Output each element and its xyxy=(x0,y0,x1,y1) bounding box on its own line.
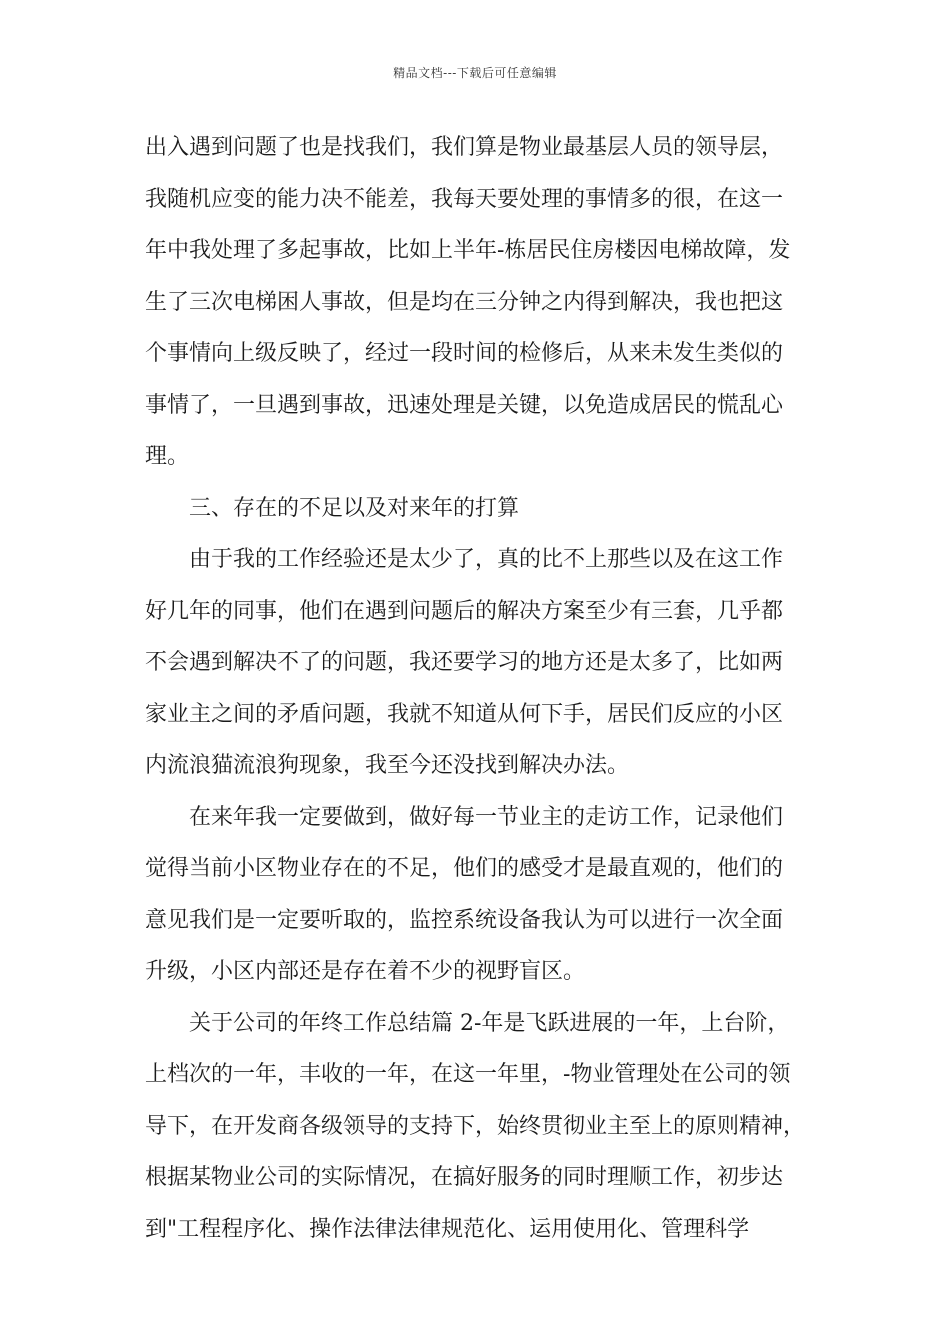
text-line: 到"工程程序化、操作法律法律规范化、运用使用化、管理科学 xyxy=(145,1216,750,1242)
section-heading: 三、存在的不足以及对来年的打算 xyxy=(189,495,520,521)
text-line: 生了三次电梯困人事故，但是均在三分钟之内得到解决，我也把这 xyxy=(145,289,784,315)
text-line: 由于我的工作经验还是太少了，真的比不上那些以及在这工作 xyxy=(189,547,784,572)
text-line: 个事情向上级反映了，经过一段时间的检修后，从来未发生类似的 xyxy=(145,341,784,366)
text-line: 根据某物业公司的实际情况，在搞好服务的同时理顺工作，初步达 xyxy=(145,1165,784,1190)
text-line: 家业主之间的矛盾问题，我就不知道从何下手，居民们反应的小区 xyxy=(145,701,784,727)
text-line: 不会遇到解决不了的问题，我还要学习的地方还是太多了，比如两 xyxy=(145,650,784,675)
page-header: 精品文档---下载后可任意编辑 xyxy=(393,66,557,80)
text-line: 意见我们是一定要听取的，监控系统设备我认为可以进行一次全面 xyxy=(145,907,784,933)
text-line: 升级，小区内部还是存在着不少的视野盲区。 xyxy=(145,959,586,984)
text-line: 在来年我一定要做到，做好每一节业主的走访工作，记录他们 xyxy=(189,804,784,830)
text-line: 出入遇到问题了也是找我们，我们算是物业最基层人员的领导层， xyxy=(145,135,784,160)
text-line: 理。 xyxy=(145,444,190,469)
text-line: 事情了，一旦遇到事故，迅速处理是关键，以免造成居民的慌乱心 xyxy=(145,392,784,418)
text-line: 上档次的一年，丰收的一年，在这一年里，-物业管理处在公司的领 xyxy=(145,1062,791,1087)
text-line: 年中我处理了多起事故，比如上半年-栋居民住房楼因电梯故障，发 xyxy=(145,238,791,263)
text-line: 导下，在开发商各级领导的支持下，始终贯彻业主至上的原则精神， xyxy=(145,1113,806,1139)
text-line: 好几年的同事，他们在遇到问题后的解决方案至少有三套，几乎都 xyxy=(145,598,784,624)
document-body xyxy=(145,122,815,1255)
text-line: 我随机应变的能力决不能差，我每天要处理的事情多的很，在这一 xyxy=(145,186,784,212)
text-line: 内流浪猫流浪狗现象，我至今还没找到解决办法。 xyxy=(145,753,630,778)
text-line: 关于公司的年终工作总结篇 2-年是飞跃进展的一年，上台阶， xyxy=(189,1010,790,1036)
text-line: 觉得当前小区物业存在的不足，他们的感受才是最直观的，他们的 xyxy=(145,856,784,881)
